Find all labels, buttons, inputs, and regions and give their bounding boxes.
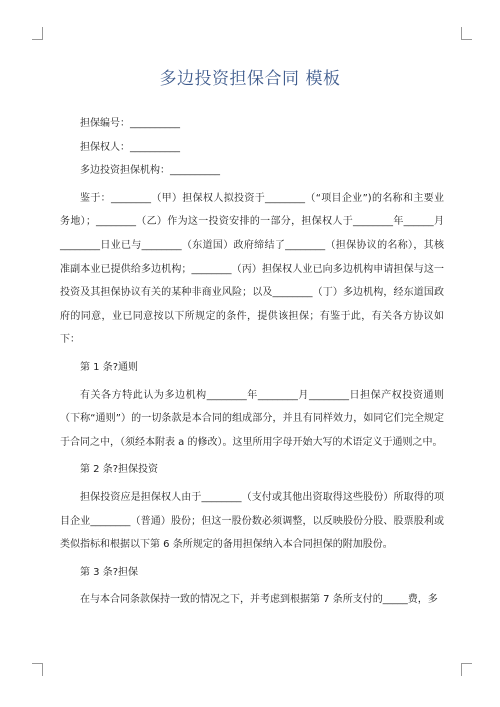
guarantee-holder-line: 担保权人：__________ — [80, 141, 180, 153]
whereas-paragraph: 鉴于：________（甲）担保权人拟投资于________（“项目企业”)的名称和主要业务地）；________（乙）作为这一投资安排的一部分，担保权人于________年______月________日业已与________（东道国）政府缔结了________（担保协议的名称），其核准副本业已提供给多边机构；________（丙）担保权人业已向多边机构申请担保与这一投资及其担保协议有关的某种非商业风险；以及________（丁）多边机构，经东道国政府的同意，业已同意按以下所规定的条件，提供该担保；有鉴于此，有关各方协议如下： — [60, 192, 444, 346]
crop-mark-top-left — [32, 27, 43, 40]
article-1-body: 有关各方特此认为多边机构________年________月________日担保产权投资通则（下称“通则”）的一切条款是本合同的组成部分，并且有同样效力，如同它们完全规定于合同之中，（须经本附表 a 的修改）。这里所用字母开始大写的术语定义于通则之中。 — [60, 389, 444, 448]
document-title: 多边投资担保合同 模板 — [159, 69, 341, 89]
crop-mark-top-right — [461, 27, 472, 40]
article-3-heading: 第 3 条?担保 — [80, 566, 139, 578]
article-2-heading: 第 2 条?担保投资 — [80, 464, 159, 476]
crop-mark-bottom-left — [32, 663, 43, 676]
article-3-body: 在与本合同条款保持一致的情况之下，并考虑到根据第 7 条所支付的_____费，多 — [80, 594, 438, 606]
article-1-heading: 第 1 条?通则 — [80, 361, 139, 373]
guarantee-number-line: 担保编号：__________ — [80, 118, 180, 129]
article-2-body: 担保投资应是担保权人由于________（支付或其他出资取得这些股份）所取得的项目企业________（普通）股份；但这一股份数必须调整，以反映股份分股、股票股利或类似指标和根据以下第 6 条所规定的备用担保纳入本合同担保的附加股份。 — [60, 491, 444, 551]
crop-mark-bottom-right — [461, 663, 472, 676]
document-body — [60, 112, 444, 612]
agency-line: 多边投资担保机构：__________ — [80, 165, 220, 177]
